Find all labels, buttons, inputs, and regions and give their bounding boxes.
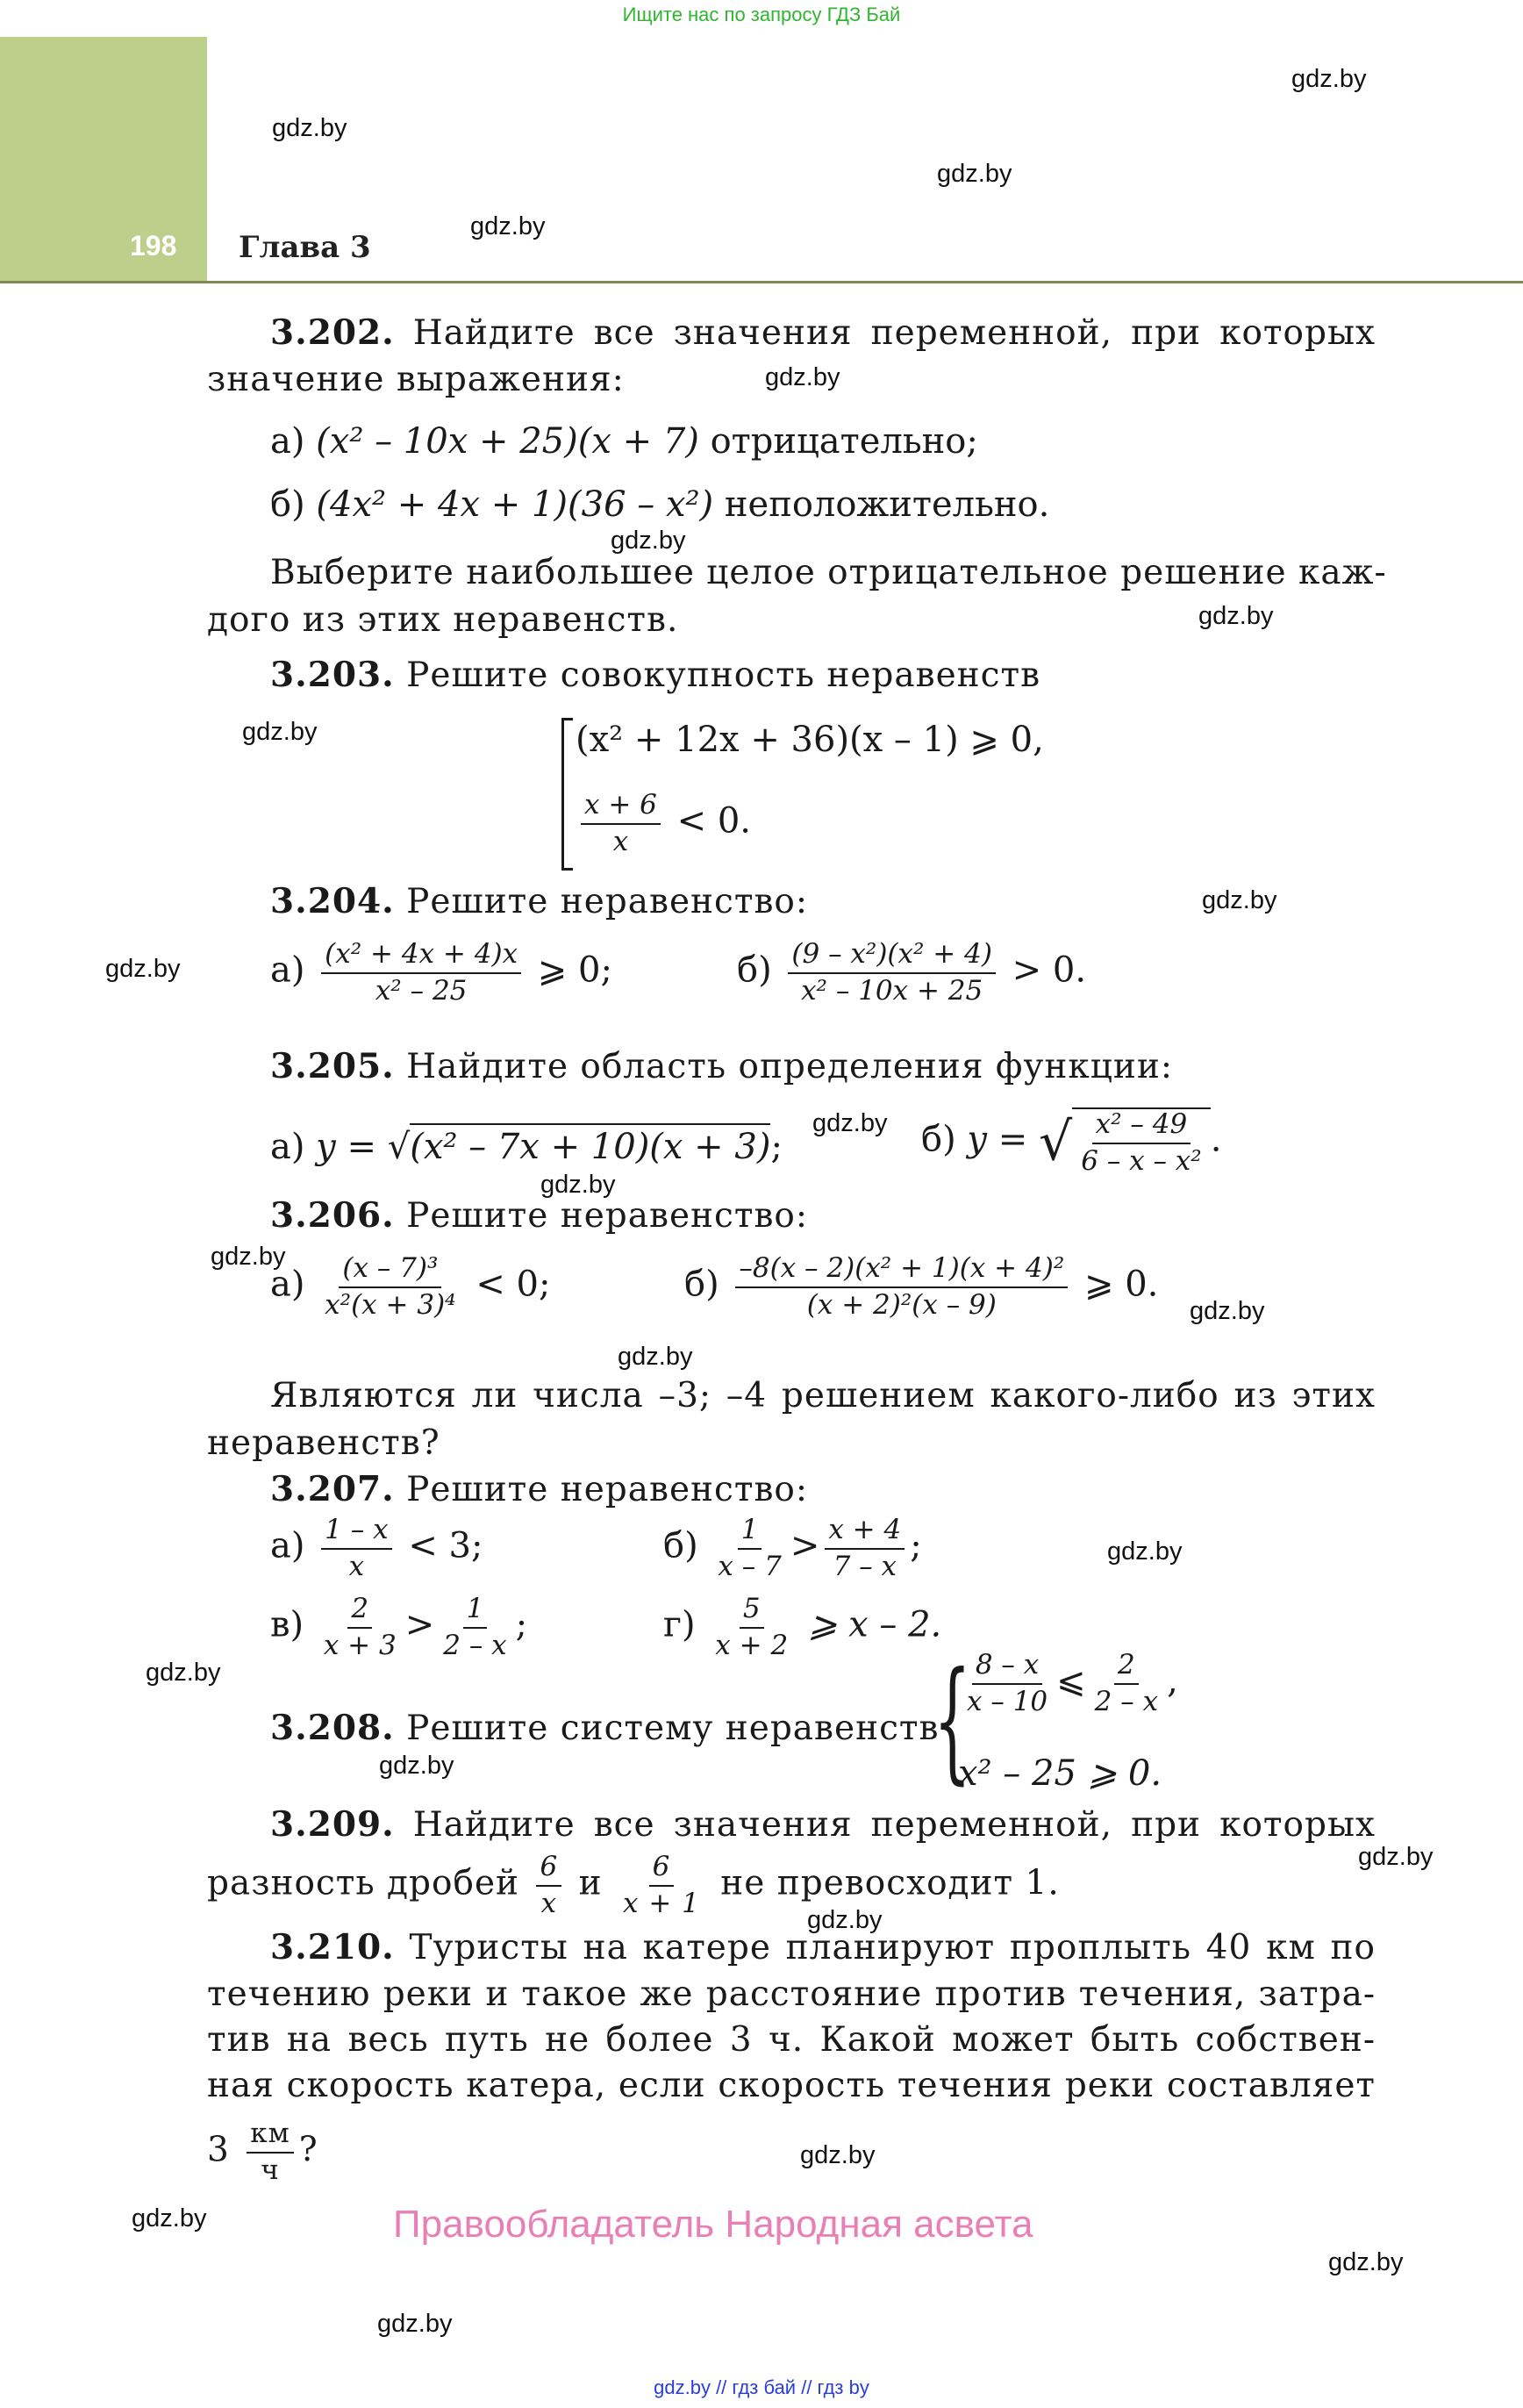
- problem-number: 3.209.: [270, 1804, 395, 1845]
- watermark: gdz.by: [211, 1243, 286, 1271]
- watermark: gdz.by: [1291, 65, 1367, 93]
- fraction: [825, 1515, 905, 1582]
- denominator: x – 7: [718, 1550, 782, 1582]
- fraction: [1091, 1650, 1162, 1717]
- watermark: gdz.by: [1198, 602, 1274, 630]
- item-tail: .: [1210, 1119, 1222, 1160]
- problem-3-210-line1: [270, 1927, 1376, 1967]
- problem-3-210-line2: течению реки и такое же расстояние против течения, затра-: [207, 1974, 1376, 2014]
- item-tail: ;: [515, 1604, 528, 1645]
- union-bracket: [561, 718, 573, 871]
- watermark: gdz.by: [1358, 1843, 1434, 1871]
- watermark: gdz.by: [800, 2141, 876, 2169]
- item-label: б): [737, 950, 772, 991]
- inequality-tail: ⩾ 0.: [1083, 1264, 1159, 1305]
- problem-3-202-line1: [270, 312, 1376, 353]
- system-brace: {: [933, 1645, 971, 1797]
- denominator: x + 1: [622, 1887, 700, 1919]
- problem-text: Решите совокупность неравенств: [406, 656, 1041, 695]
- fraction: [1077, 1109, 1205, 1177]
- problem-3-206-question2: неравенств?: [207, 1423, 440, 1463]
- problem-text: Решите неравенство:: [406, 1196, 809, 1236]
- item-tail: ?: [298, 2130, 318, 2170]
- problem-3-202-a: [270, 421, 978, 462]
- problem-number: 3.206.: [270, 1195, 395, 1236]
- denominator: x²(x + 3)⁴: [325, 1288, 456, 1321]
- problem-3-206-title: [270, 1195, 808, 1236]
- problem-3-207-b: [663, 1515, 922, 1582]
- problem-text: Найдите все значения переменной, при которых: [412, 1805, 1376, 1845]
- problem-3-203-title: [270, 655, 1040, 695]
- problem-3-202-line2: значение выражения:: [207, 360, 625, 399]
- denominator: x² – 10x + 25: [801, 974, 983, 1007]
- footer-links[interactable]: gdz.by // гдз бай // гдз by: [654, 2376, 869, 2398]
- fraction: [320, 1594, 400, 1661]
- item-tail: ;: [910, 1525, 922, 1566]
- denominator: 2 – x: [443, 1629, 507, 1661]
- fraction: [963, 1650, 1051, 1717]
- problem-number: 3.210.: [270, 1927, 395, 1967]
- watermark: gdz.by: [146, 1659, 221, 1687]
- fraction: [711, 1594, 791, 1661]
- problem-3-204-title: [270, 881, 808, 921]
- item-label: б): [270, 484, 305, 525]
- watermark: gdz.by: [1328, 2248, 1404, 2276]
- fraction: [619, 1852, 704, 1919]
- denominator: x: [348, 1550, 365, 1582]
- function-lhs: y =: [316, 1127, 376, 1167]
- function-lhs: y =: [967, 1119, 1028, 1160]
- operator: ⩽: [1056, 1660, 1086, 1702]
- numerator: 2: [347, 1594, 372, 1629]
- denominator: ч: [261, 2154, 280, 2186]
- denominator: x² – 25: [375, 974, 468, 1007]
- problem-text: не превосходит 1.: [720, 1863, 1060, 1903]
- numerator: км: [247, 2118, 294, 2154]
- denominator: x: [540, 1887, 558, 1919]
- numerator: 6: [649, 1852, 675, 1887]
- denominator: 2 – x: [1094, 1685, 1159, 1717]
- item-label: б): [684, 1264, 719, 1305]
- problem-number: 3.202.: [270, 312, 395, 353]
- problem-text: Решите систему неравенств: [406, 1709, 940, 1748]
- problem-3-208-title: [270, 1708, 939, 1748]
- problem-text: и: [578, 1863, 603, 1903]
- header-rule: [0, 281, 1523, 283]
- item-tail: неположительно.: [724, 484, 1050, 525]
- problem-3-210-line4: ная скорость катера, если скорость течения реки составляет: [207, 2066, 1376, 2105]
- problem-3-207-a: [270, 1515, 483, 1582]
- inequality-tail: < 0;: [475, 1264, 551, 1305]
- numerator: x + 6: [581, 790, 661, 825]
- problem-3-208-row1: [958, 1650, 1178, 1717]
- watermark: gdz.by: [1190, 1297, 1265, 1325]
- problem-text: Туристы на катере планируют проплыть 40 км по: [409, 1928, 1376, 1967]
- item-label: б): [921, 1119, 956, 1160]
- watermark: gdz.by: [272, 114, 347, 142]
- problem-3-206-question1: Являются ли числа –3; –4 решением какого-либо из этих: [270, 1376, 1376, 1415]
- problem-3-204-b: [737, 939, 1086, 1007]
- watermark: gdz.by: [377, 2310, 453, 2338]
- denominator: x + 3: [323, 1629, 397, 1661]
- fraction: [714, 1515, 784, 1582]
- inequality-tail: ⩾ x – 2.: [807, 1604, 942, 1645]
- problem-3-207-g: [663, 1594, 941, 1661]
- numerator: 1: [463, 1594, 488, 1629]
- watermark: gdz.by: [105, 955, 181, 983]
- problem-text: разность дробей: [207, 1863, 520, 1903]
- problem-3-202-b: [270, 484, 1049, 525]
- problem-3-202-line6: дого из этих неравенств.: [207, 600, 679, 640]
- problem-3-208-row2: x² – 25 ⩾ 0.: [958, 1753, 1162, 1794]
- problem-3-209-line1: [270, 1804, 1376, 1845]
- numerator: 2: [1114, 1650, 1139, 1685]
- item-tail: ;: [770, 1127, 783, 1167]
- numerator: 8 – x: [972, 1650, 1042, 1685]
- item-label: а): [270, 1127, 305, 1167]
- unit-fraction: [247, 2118, 294, 2186]
- inequality-tail: < 3;: [408, 1525, 483, 1566]
- problem-number: 3.205.: [270, 1046, 395, 1086]
- speed-value: 3: [207, 2130, 230, 2170]
- fraction: [321, 1253, 459, 1321]
- radicand: [1072, 1107, 1211, 1177]
- watermark: gdz.by: [132, 2204, 207, 2232]
- watermark: gdz.by: [618, 1343, 693, 1371]
- problem-text: Решите неравенство:: [406, 1470, 809, 1509]
- fraction: [581, 790, 661, 857]
- sqrt-sign: √: [1038, 1111, 1073, 1173]
- fraction: [735, 1253, 1068, 1321]
- watermark: gdz.by: [937, 160, 1012, 188]
- problem-3-203-row2: [576, 790, 751, 857]
- item-label: г): [663, 1604, 696, 1645]
- problem-3-210-line3: тив на весь путь не более 3 ч. Какой может быть собствен-: [207, 2020, 1376, 2060]
- problem-3-205-b: [921, 1107, 1221, 1177]
- numerator: x + 4: [825, 1515, 905, 1550]
- math-expression: (4x² + 4x + 1)(36 – x²): [316, 484, 714, 525]
- top-banner: Ищите нас по запросу ГДЗ Бай: [622, 4, 901, 25]
- fraction: [440, 1594, 510, 1661]
- numerator: 1 – x: [321, 1515, 391, 1550]
- item-label: а): [270, 1525, 305, 1566]
- item-label: в): [270, 1604, 304, 1645]
- watermark: gdz.by: [1202, 886, 1277, 914]
- denominator: x – 10: [967, 1685, 1048, 1717]
- numerator: (x² + 4x + 4)x: [321, 939, 521, 974]
- numerator: 1: [738, 1515, 762, 1550]
- watermark: gdz.by: [242, 718, 318, 746]
- problem-3-205-title: [270, 1046, 1173, 1086]
- watermark: gdz.by: [1107, 1537, 1183, 1566]
- operator: >: [404, 1604, 435, 1645]
- item-label: б): [663, 1525, 698, 1566]
- problem-number: 3.208.: [270, 1708, 395, 1748]
- problem-3-202-line5: Выберите наибольшее целое отрицательное решение каж-: [270, 553, 1387, 592]
- numerator: (9 – x²)(x² + 4): [788, 939, 996, 974]
- numerator: (x – 7)³: [339, 1253, 441, 1288]
- watermark: gdz.by: [611, 527, 686, 555]
- denominator: x + 2: [715, 1629, 789, 1661]
- watermark: gdz.by: [765, 363, 840, 391]
- problem-3-206-b: [684, 1253, 1158, 1321]
- denominator: 7 – x: [833, 1550, 897, 1582]
- problem-3-209-line2: [207, 1852, 1060, 1919]
- item-tail: отрицательно;: [710, 421, 978, 462]
- math-expression: (x² – 10x + 25)(x + 7): [316, 421, 699, 462]
- problem-3-210-line5: [207, 2118, 318, 2186]
- problem-3-207-title: [270, 1469, 808, 1509]
- item-label: а): [270, 421, 305, 462]
- inequality-tail: < 0.: [676, 800, 752, 842]
- denominator: (x + 2)²(x – 9): [806, 1288, 997, 1321]
- watermark: gdz.by: [470, 212, 546, 240]
- watermark: gdz.by: [379, 1752, 454, 1780]
- radicand: (x² – 7x + 10)(x + 3): [410, 1123, 770, 1167]
- denominator: 6 – x – x²: [1081, 1144, 1202, 1177]
- item-tail: ,: [1167, 1660, 1178, 1702]
- problem-3-206-a: [270, 1253, 550, 1321]
- numerator: 5: [740, 1594, 764, 1629]
- sqrt-sign: √: [387, 1127, 411, 1167]
- watermark: gdz.by: [807, 1906, 883, 1934]
- problem-3-204-a: [270, 939, 612, 1007]
- numerator: 6: [536, 1852, 561, 1887]
- page-number: 198: [130, 230, 177, 262]
- watermark: gdz.by: [812, 1109, 888, 1137]
- item-label: а): [270, 950, 305, 991]
- problem-number: 3.203.: [270, 655, 395, 695]
- problem-3-205-a: [270, 1127, 783, 1167]
- numerator: –8(x – 2)(x² + 1)(x + 4)²: [735, 1253, 1068, 1288]
- fraction: [536, 1852, 561, 1919]
- problem-number: 3.207.: [270, 1469, 395, 1509]
- operator: >: [790, 1525, 820, 1566]
- problem-text: Решите неравенство:: [406, 882, 809, 921]
- problem-3-203-row1: (x² + 12x + 36)(x – 1) ⩾ 0,: [576, 720, 1044, 760]
- problem-text: Найдите все значения переменной, при которых: [412, 313, 1376, 353]
- problem-number: 3.204.: [270, 881, 395, 921]
- numerator: x² – 49: [1092, 1109, 1191, 1144]
- inequality-tail: ⩾ 0;: [537, 950, 612, 991]
- inequality-tail: > 0.: [1012, 950, 1087, 991]
- item-label: а): [270, 1264, 305, 1305]
- fraction: [321, 1515, 391, 1582]
- fraction: [788, 939, 996, 1007]
- problem-text: Найдите область определения функции:: [406, 1047, 1173, 1086]
- copyright-notice: Правообладатель Народная асвета: [393, 2203, 1033, 2246]
- problem-3-207-v: [270, 1594, 527, 1661]
- fraction: [321, 939, 521, 1007]
- watermark: gdz.by: [540, 1171, 616, 1199]
- denominator: x: [612, 825, 629, 857]
- chapter-title: Глава 3: [239, 230, 371, 265]
